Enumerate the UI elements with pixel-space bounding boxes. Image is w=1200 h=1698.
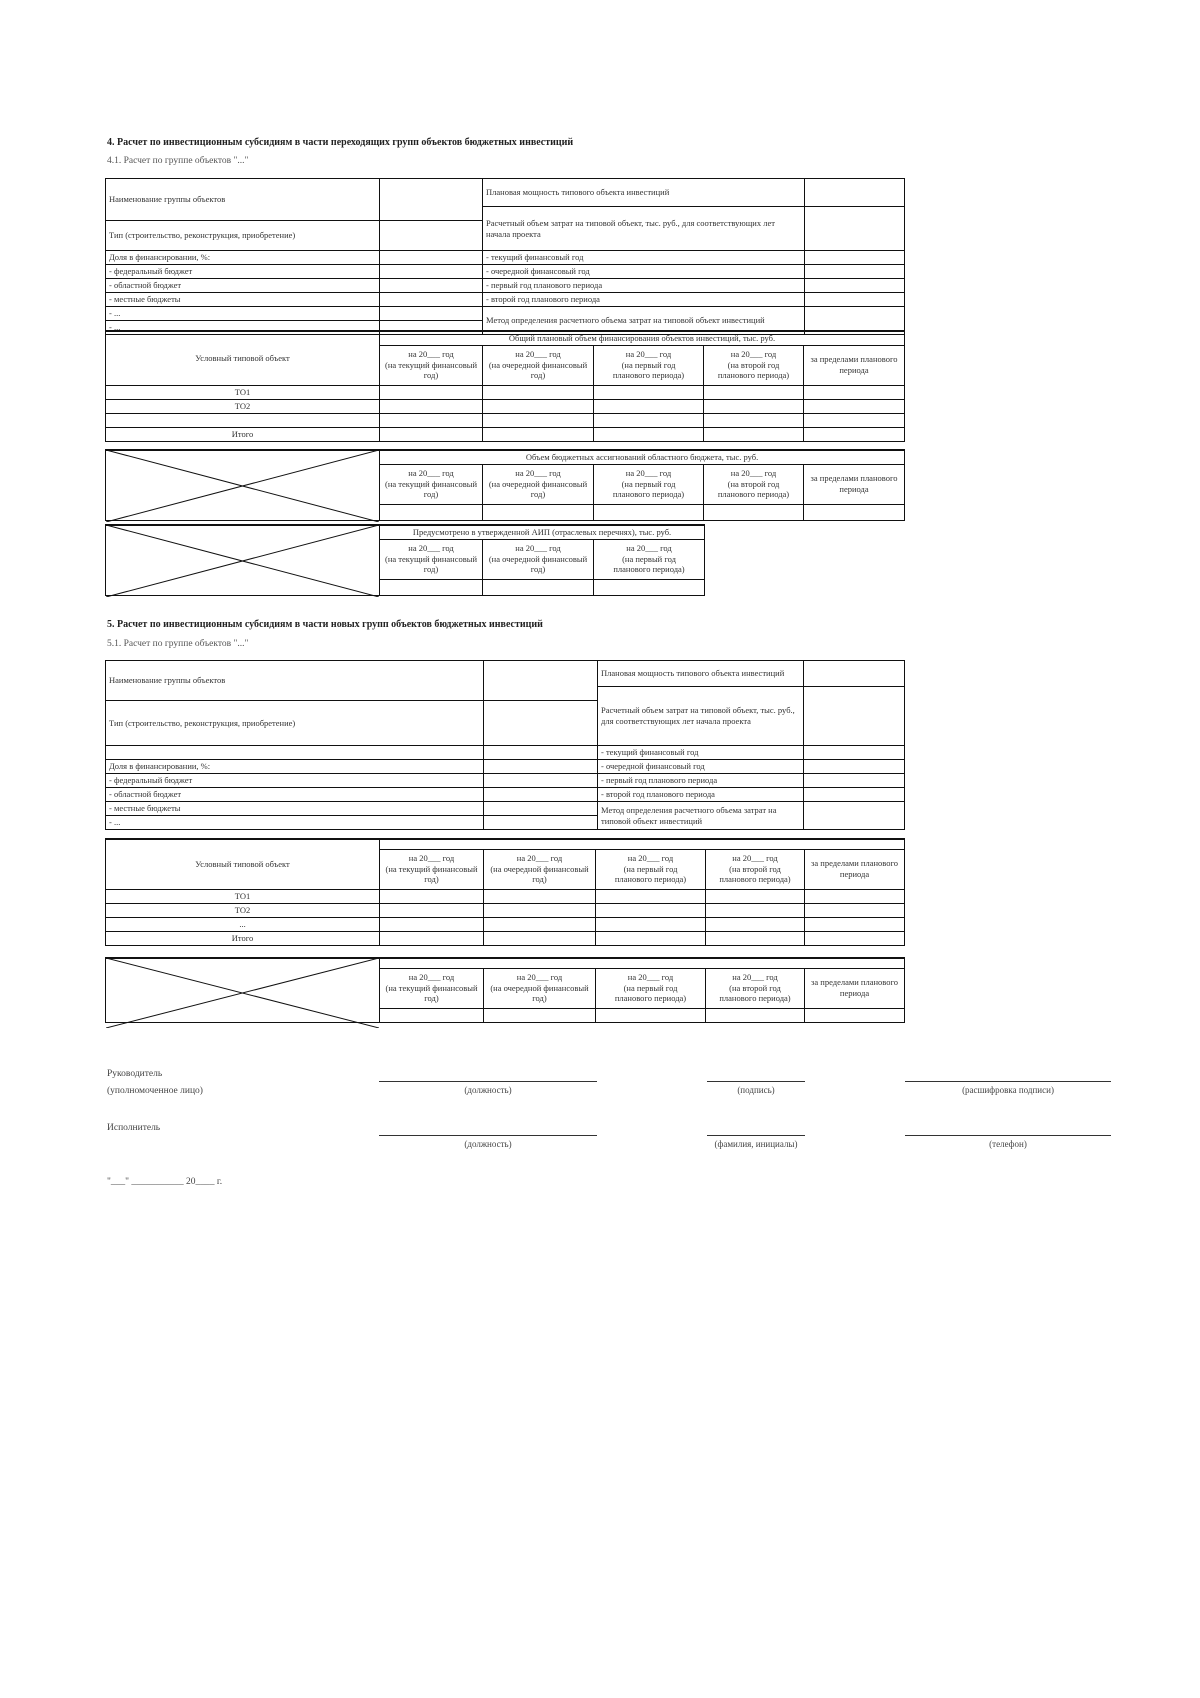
- section-4-subtitle: 4.1. Расчет по группе объектов "...": [107, 156, 249, 166]
- position-line[interactable]: [379, 1081, 597, 1082]
- share-value[interactable]: [484, 760, 598, 774]
- section-4-total-table: [105, 330, 905, 442]
- year-2-header: на 20___ год (на очередной финансовый год): [484, 968, 596, 1008]
- phone-line[interactable]: [905, 1135, 1111, 1136]
- head-sub-label: (уполномоченное лицо): [107, 1086, 203, 1096]
- year-3-header: на 20___ год (на первый год планового периода): [594, 345, 704, 385]
- year-3-header: на 20___ год (на первый год планового периода): [596, 968, 706, 1008]
- current-year-label: - текущий финансовый год: [598, 746, 804, 760]
- row-label-total: Итого: [106, 427, 380, 441]
- federal-budget-value[interactable]: [380, 265, 483, 279]
- calc-cost-label: Расчетный объем затрат на типовой объект, тыс. руб., для соответствующих лет начала проекта: [598, 687, 804, 746]
- cross-mark: [106, 450, 379, 522]
- other-budget-value[interactable]: [484, 816, 598, 830]
- signature-line[interactable]: [707, 1081, 805, 1082]
- method-label: Метод определения расчетного объема затрат на типовой объект инвестиций: [598, 802, 804, 830]
- section-5-total-table: [105, 838, 905, 946]
- type-value[interactable]: [380, 221, 483, 251]
- share-label: Доля в финансировании, %:: [106, 760, 484, 774]
- table-row: [106, 399, 905, 413]
- group-name-label: Наименование группы объектов: [106, 179, 380, 221]
- table-row: [106, 917, 905, 931]
- phone-caption: (телефон): [989, 1139, 1027, 1149]
- group-name-value[interactable]: [380, 179, 483, 221]
- row-label-dots: ...: [106, 917, 380, 931]
- section-4-title: 4. Расчет по инвестиционным субсидиям в части переходящих групп объектов бюджетных инвестиций: [107, 137, 574, 148]
- row-label-empty: [106, 413, 380, 427]
- plan-year-1-label: - первый год планового периода: [598, 774, 804, 788]
- beyond-header: за пределами планового периода: [804, 464, 905, 504]
- year-2-header: на 20___ год (на очередной финансовый год): [483, 539, 594, 579]
- executor-label: Исполнитель: [107, 1123, 161, 1133]
- current-year-value[interactable]: [805, 251, 905, 265]
- other-budget-value[interactable]: [380, 307, 483, 321]
- total-financing-header: [380, 839, 905, 849]
- regional-budget-label: - областной бюджет: [106, 279, 380, 293]
- calc-cost-value[interactable]: [805, 207, 905, 251]
- head-label: Руководитель: [107, 1069, 163, 1079]
- next-year-label: - очередной финансовый год: [598, 760, 804, 774]
- year-4-header: на 20___ год (на второй год планового периода): [704, 345, 804, 385]
- next-year-label: - очередной финансовый год: [483, 265, 805, 279]
- object-col-header: Условный типовой объект: [106, 839, 380, 889]
- cross-mark: [106, 525, 379, 597]
- calc-cost-label: Расчетный объем затрат на типовой объект, тыс. руб., для соответствующих лет начала проекта: [483, 207, 805, 251]
- table-row: [106, 413, 905, 427]
- method-label: Метод определения расчетного объема затрат на типовой объект инвестиций: [483, 307, 805, 335]
- dots-label: - ...: [106, 321, 380, 335]
- current-year-value[interactable]: [804, 746, 905, 760]
- cross-mark: [106, 958, 379, 1028]
- type-value[interactable]: [484, 701, 598, 746]
- regional-budget-value[interactable]: [484, 788, 598, 802]
- year-1-header: на 20___ год (на текущий финансовый год): [380, 464, 483, 504]
- year-2-header: на 20___ год (на очередной финансовый год): [483, 345, 594, 385]
- signature-caption: (подпись): [737, 1085, 775, 1095]
- decode-line[interactable]: [905, 1081, 1111, 1082]
- other-budget-label: - ...: [106, 816, 484, 830]
- plan-year-1-value[interactable]: [805, 279, 905, 293]
- year-4-header: на 20___ год (на второй год планового периода): [706, 968, 805, 1008]
- local-budget-label: - местные бюджеты: [106, 802, 484, 816]
- section-4-info-table: [105, 178, 905, 335]
- planned-power-value[interactable]: [805, 179, 905, 207]
- table-row: [106, 931, 905, 945]
- date-line[interactable]: "___" ___________ 20____ г.: [107, 1177, 223, 1187]
- planned-power-label: Плановая мощность типового объекта инвестиций: [483, 179, 805, 207]
- year-2-header: на 20___ год (на очередной финансовый год): [483, 464, 594, 504]
- table-row: [106, 385, 905, 399]
- calc-cost-value[interactable]: [804, 687, 905, 746]
- group-name-value[interactable]: [484, 661, 598, 701]
- fio-line[interactable]: [707, 1135, 805, 1136]
- federal-budget-label: - федеральный бюджет: [106, 265, 380, 279]
- beyond-header: за пределами планового периода: [805, 968, 905, 1008]
- beyond-header: за пределами планового периода: [804, 345, 905, 385]
- section-5-subtitle: 5.1. Расчет по группе объектов "...": [107, 639, 249, 649]
- local-budget-value[interactable]: [484, 802, 598, 816]
- aip-header: Предусмотрено в утвержденной АИП (отраслевых перечнях), тыс. руб.: [380, 525, 705, 539]
- local-budget-value[interactable]: [380, 293, 483, 307]
- section-5-info-table: [105, 660, 905, 830]
- plan-year-2-value[interactable]: [805, 293, 905, 307]
- table-row: [106, 427, 905, 441]
- plan-year-2-label: - второй год планового периода: [483, 293, 805, 307]
- year-4-header: на 20___ год (на второй год планового периода): [704, 464, 804, 504]
- position-caption: (должность): [464, 1085, 512, 1095]
- share-label: Доля в финансировании, %:: [106, 251, 380, 265]
- local-budget-label: - местные бюджеты: [106, 293, 380, 307]
- year-3-header: на 20___ год (на первый год планового периода): [594, 464, 704, 504]
- table-row: [106, 903, 905, 917]
- assignments-header: Объем бюджетных ассигнований областного бюджета, тыс. руб.: [380, 450, 905, 464]
- year-3-header: на 20___ год (на первый год планового периода): [594, 539, 705, 579]
- other-budget-label: - ...: [106, 307, 380, 321]
- regional-budget-label: - областной бюджет: [106, 788, 484, 802]
- position-line-2[interactable]: [379, 1135, 597, 1136]
- plan-year-1-label: - первый год планового периода: [483, 279, 805, 293]
- position-caption-2: (должность): [464, 1139, 512, 1149]
- type-label: Тип (строительство, реконструкция, приобретение): [106, 701, 484, 746]
- regional-budget-value[interactable]: [380, 279, 483, 293]
- year-1-header: на 20___ год (на текущий финансовый год): [380, 968, 484, 1008]
- row-label-to2: ТО2: [106, 399, 380, 413]
- federal-budget-label: - федеральный бюджет: [106, 774, 484, 788]
- fio-caption: (фамилия, инициалы): [714, 1139, 798, 1149]
- year-1-header: на 20___ год (на текущий финансовый год): [380, 345, 483, 385]
- planned-power-value[interactable]: [804, 661, 905, 687]
- plan-year-2-value[interactable]: [804, 788, 905, 802]
- beyond-header: за пределами планового периода: [805, 849, 905, 889]
- next-year-value[interactable]: [805, 265, 905, 279]
- object-col-header: Условный типовой объект: [106, 331, 380, 385]
- row-label-to1: ТО1: [106, 385, 380, 399]
- row-label-total: Итого: [106, 931, 380, 945]
- total-financing-header: Общий плановый объем финансирования объектов инвестиций, тыс. руб.: [380, 331, 905, 345]
- federal-budget-value[interactable]: [484, 774, 598, 788]
- row-label-to1: ТО1: [106, 889, 380, 903]
- table-row: [106, 889, 905, 903]
- year-1-header: на 20___ год (на текущий финансовый год): [380, 539, 483, 579]
- year-2-header: на 20___ год (на очередной финансовый год): [484, 849, 596, 889]
- plan-year-2-label: - второй год планового периода: [598, 788, 804, 802]
- year-1-header: на 20___ год (на текущий финансовый год): [380, 849, 484, 889]
- year-4-header: на 20___ год (на второй год планового периода): [706, 849, 805, 889]
- group-name-label: Наименование группы объектов: [106, 661, 484, 701]
- planned-power-label: Плановая мощность типового объекта инвестиций: [598, 661, 804, 687]
- next-year-value[interactable]: [804, 760, 905, 774]
- current-year-label: - текущий финансовый год: [483, 251, 805, 265]
- share-value[interactable]: [380, 251, 483, 265]
- year-3-header: на 20___ год (на первый год планового периода): [596, 849, 706, 889]
- section-5-title: 5. Расчет по инвестиционным субсидиям в части новых групп объектов бюджетных инвестиций: [107, 619, 543, 630]
- type-label: Тип (строительство, реконструкция, приобретение): [106, 221, 380, 251]
- plan-year-1-value[interactable]: [804, 774, 905, 788]
- row-label-to2: ТО2: [106, 903, 380, 917]
- decode-caption: (расшифровка подписи): [962, 1085, 1054, 1095]
- method-value[interactable]: [804, 802, 905, 830]
